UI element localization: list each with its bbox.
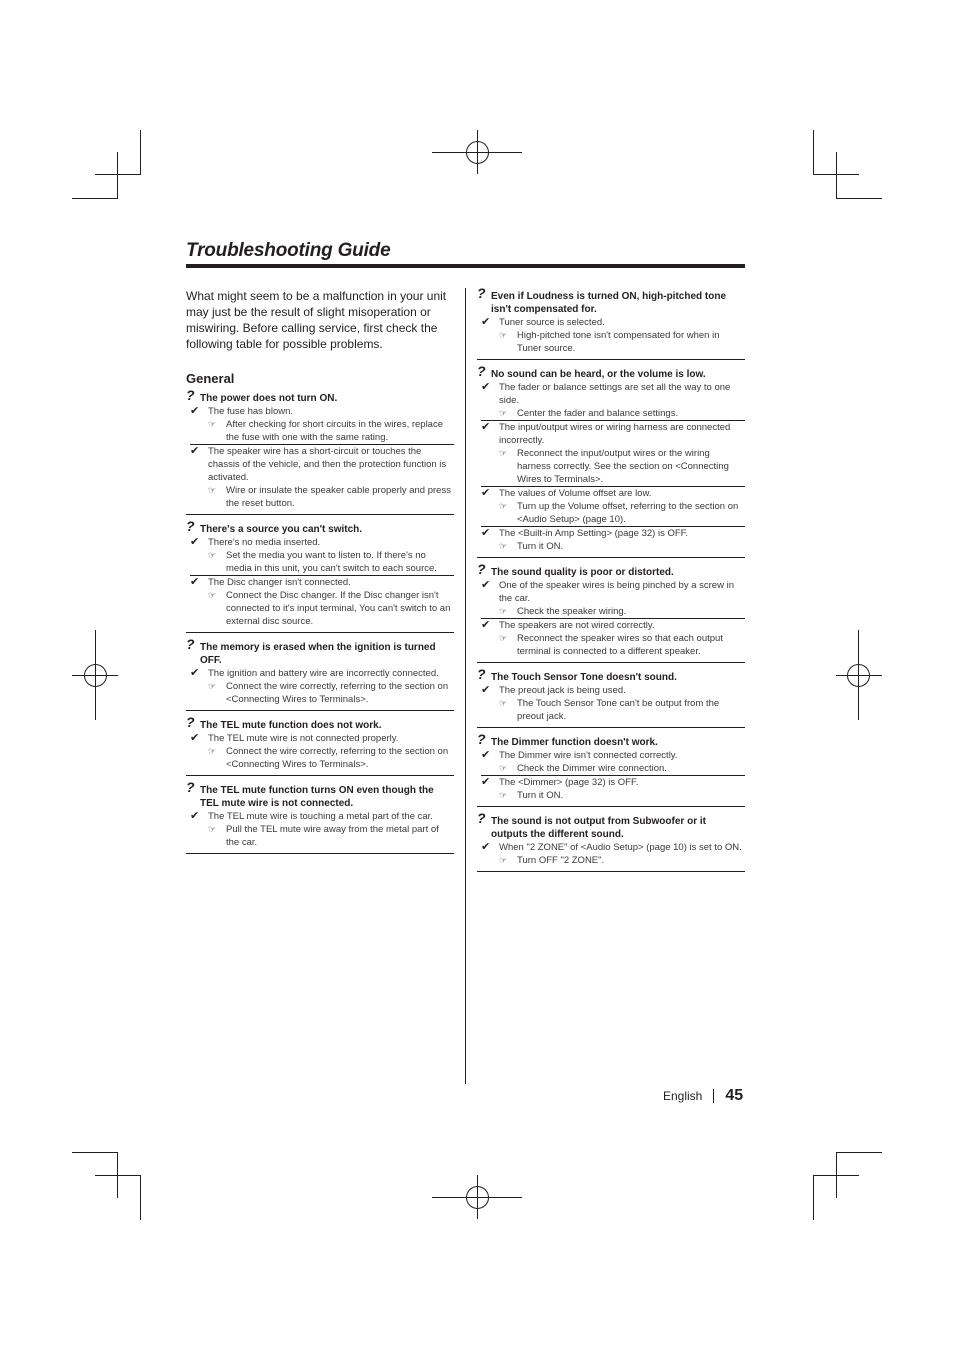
- registration-mark-circle: [847, 664, 870, 687]
- right-column: [477, 285, 745, 878]
- cause-text: The TEL mute wire is not connected properly.: [208, 733, 399, 744]
- cause-group: [481, 579, 745, 618]
- pointing-hand-icon: ☞: [499, 790, 508, 800]
- remedy-text: Center the fader and balance settings.: [517, 408, 679, 419]
- problem-text: The TEL mute function does not work.: [200, 720, 382, 731]
- problem-block: [186, 779, 454, 854]
- cause-text: When "2 ZONE" of <Audio Setup> (page 10) is set to ON.: [499, 842, 742, 853]
- problem-line: [477, 285, 745, 316]
- remedy-line: [499, 447, 745, 486]
- question-mark-icon: ?: [477, 731, 486, 747]
- cause-group: [190, 667, 454, 706]
- remedy-line: [208, 680, 454, 706]
- crop-mark-line: [836, 1152, 837, 1198]
- problem-line: [186, 714, 454, 732]
- cause-group: [481, 381, 745, 420]
- pointing-hand-icon: ☞: [499, 501, 508, 511]
- cause-text: The <Built-in Amp Setting> (page 32) is OFF.: [499, 528, 689, 539]
- crop-mark-line: [140, 1176, 141, 1220]
- remedy-line: [499, 500, 745, 526]
- problem-line: [477, 363, 745, 381]
- crop-mark-line: [140, 130, 141, 174]
- check-mark-icon: ✔: [190, 536, 200, 548]
- remedy-text: Reconnect the input/output wires or the wiring harness correctly. See the section on <Connecting Wires to Terminals>.: [517, 448, 729, 485]
- registration-mark-circle: [84, 664, 107, 687]
- remedy-line: [208, 418, 454, 444]
- remedy-text: High-pitched tone isn't compensated for when in Tuner source.: [517, 330, 720, 354]
- left-column: [186, 288, 454, 860]
- cause-line: [481, 527, 745, 540]
- cause-text: The Dimmer wire isn't connected correctly.: [499, 750, 678, 761]
- problem-line: [477, 561, 745, 579]
- problem-line: [477, 810, 745, 841]
- problem-text: No sound can be heard, or the volume is low.: [491, 369, 706, 380]
- remedy-line: [499, 329, 745, 355]
- column-divider: [465, 288, 466, 1084]
- check-mark-icon: ✔: [481, 749, 491, 761]
- remedy-line: [499, 789, 745, 802]
- question-mark-icon: ?: [477, 285, 486, 301]
- cause-line: [481, 487, 745, 500]
- remedy-line: [208, 484, 454, 510]
- check-mark-icon: ✔: [481, 619, 491, 631]
- problem-text: The sound quality is poor or distorted.: [491, 567, 674, 578]
- cause-line: [481, 684, 745, 697]
- cause-text: The fuse has blown.: [208, 406, 294, 417]
- problem-line: [186, 636, 454, 667]
- question-mark-icon: ?: [186, 518, 195, 534]
- remedy-text: The Touch Sensor Tone can't be output from the preout jack.: [517, 698, 720, 722]
- question-mark-icon: ?: [186, 779, 195, 795]
- crop-mark-line: [836, 152, 837, 198]
- problem-text: The Touch Sensor Tone doesn't sound.: [491, 672, 677, 683]
- remedy-text: Pull the TEL mute wire away from the metal part of the car.: [226, 824, 439, 848]
- problem-text: There's a source you can't switch.: [200, 524, 363, 535]
- problem-list: [186, 387, 454, 854]
- question-mark-icon: ?: [477, 363, 486, 379]
- pointing-hand-icon: ☞: [499, 606, 508, 616]
- pointing-hand-icon: ☞: [208, 590, 217, 600]
- problem-text: The memory is erased when the ignition is turned OFF.: [200, 642, 436, 666]
- remedy-line: [499, 632, 745, 658]
- pointing-hand-icon: ☞: [208, 746, 217, 756]
- remedy-line: [499, 605, 745, 618]
- remedy-line: [499, 762, 745, 775]
- crop-mark-line: [813, 1176, 814, 1220]
- problem-block: [186, 636, 454, 711]
- remedy-line: [499, 854, 745, 867]
- cause-text: There's no media inserted.: [208, 537, 321, 548]
- question-mark-icon: ?: [477, 810, 486, 826]
- remedy-line: [208, 823, 454, 849]
- question-mark-icon: ?: [477, 561, 486, 577]
- remedy-text: Turn it ON.: [517, 541, 564, 552]
- crop-mark-line: [117, 1152, 118, 1198]
- page-number: 45: [725, 1087, 744, 1104]
- cause-group: [190, 444, 454, 510]
- page-footer: [663, 1087, 743, 1105]
- check-mark-icon: ✔: [190, 576, 200, 588]
- cause-line: [190, 810, 454, 823]
- pointing-hand-icon: ☞: [208, 681, 217, 691]
- cause-text: Tuner source is selected.: [499, 317, 605, 328]
- problem-text: The TEL mute function turns ON even though the TEL mute wire is not connected.: [200, 785, 434, 809]
- cause-line: [481, 316, 745, 329]
- problem-text: The Dimmer function doesn't work.: [491, 737, 658, 748]
- check-mark-icon: ✔: [190, 732, 200, 744]
- cause-text: The speakers are not wired correctly.: [499, 620, 655, 631]
- section-heading: General: [186, 371, 235, 386]
- remedy-text: Check the Dimmer wire connection.: [517, 763, 667, 774]
- cause-group: [481, 684, 745, 723]
- remedy-line: [499, 540, 745, 553]
- pointing-hand-icon: ☞: [208, 550, 217, 560]
- cause-text: The input/output wires or wiring harness are connected incorrectly.: [499, 422, 731, 446]
- cause-line: [190, 536, 454, 549]
- cause-text: The Disc changer isn't connected.: [208, 577, 351, 588]
- remedy-line: [208, 549, 454, 575]
- crop-mark-line: [72, 198, 118, 199]
- cause-group: [190, 405, 454, 444]
- problem-block: [477, 666, 745, 728]
- problem-line: [186, 779, 454, 810]
- crop-mark-line: [95, 1175, 141, 1176]
- cause-line: [481, 841, 745, 854]
- remedy-line: [499, 407, 745, 420]
- problem-block: [477, 731, 745, 807]
- remedy-line: [499, 697, 745, 723]
- pointing-hand-icon: ☞: [208, 419, 217, 429]
- cause-text: The values of Volume offset are low.: [499, 488, 652, 499]
- cause-group: [481, 316, 745, 355]
- pointing-hand-icon: ☞: [499, 330, 508, 340]
- pointing-hand-icon: ☞: [499, 855, 508, 865]
- problem-block: [186, 387, 454, 515]
- problem-block: [477, 285, 745, 360]
- pointing-hand-icon: ☞: [208, 485, 217, 495]
- remedy-text: Connect the Disc changer. If the Disc changer isn't connected to it's input terminal, You can't switch to an external disc source.: [226, 590, 451, 627]
- crop-mark-line: [95, 174, 141, 175]
- pointing-hand-icon: ☞: [499, 448, 508, 458]
- cause-group: [481, 749, 745, 775]
- check-mark-icon: ✔: [481, 527, 491, 539]
- check-mark-icon: ✔: [481, 421, 491, 433]
- remedy-text: Turn it ON.: [517, 790, 564, 801]
- check-mark-icon: ✔: [481, 316, 491, 328]
- cause-line: [190, 576, 454, 589]
- cause-group: [481, 486, 745, 526]
- cause-text: The preout jack is being used.: [499, 685, 626, 696]
- problem-line: [186, 387, 454, 405]
- remedy-text: Reconnect the speaker wires so that each output terminal is connected to a different speaker.: [517, 633, 723, 657]
- cause-group: [481, 841, 745, 867]
- check-mark-icon: ✔: [190, 667, 200, 679]
- title-rule: [186, 264, 745, 268]
- cause-group: [190, 732, 454, 771]
- remedy-text: Set the media you want to listen to. If there's no media in this unit, you can't switch to each source.: [226, 550, 437, 574]
- check-mark-icon: ✔: [481, 776, 491, 788]
- check-mark-icon: ✔: [481, 487, 491, 499]
- remedy-text: Turn up the Volume offset, referring to the section on <Audio Setup> (page 10).: [517, 501, 739, 525]
- question-mark-icon: ?: [477, 666, 486, 682]
- remedy-line: [208, 589, 454, 628]
- cause-text: One of the speaker wires is being pinched by a screw in the car.: [499, 580, 734, 604]
- question-mark-icon: ?: [186, 714, 195, 730]
- crop-mark-line: [813, 130, 814, 174]
- question-mark-icon: ?: [186, 636, 195, 652]
- footer-separator: [713, 1089, 714, 1103]
- check-mark-icon: ✔: [481, 381, 491, 393]
- cause-line: [481, 749, 745, 762]
- problem-block: [477, 561, 745, 663]
- check-mark-icon: ✔: [190, 405, 200, 417]
- cause-text: The fader or balance settings are set all the way to one side.: [499, 382, 731, 406]
- problem-text: The power does not turn ON.: [200, 393, 338, 404]
- pointing-hand-icon: ☞: [499, 633, 508, 643]
- cause-group: [481, 420, 745, 486]
- problem-block: [186, 714, 454, 776]
- check-mark-icon: ✔: [481, 841, 491, 853]
- problem-line: [186, 518, 454, 536]
- problem-block: [477, 810, 745, 872]
- cause-text: The ignition and battery wire are incorrectly connected.: [208, 668, 439, 679]
- remedy-text: Connect the wire correctly, referring to the section on <Connecting Wires to Terminals>.: [226, 681, 449, 705]
- cause-line: [481, 619, 745, 632]
- pointing-hand-icon: ☞: [499, 541, 508, 551]
- problem-block: [477, 363, 745, 558]
- intro-paragraph: What might seem to be a malfunction in your unit may just be the result of slight misoperation or miswiring. Before calling service, first check the following table for possible problems.: [186, 289, 447, 351]
- remedy-text: Connect the wire correctly, referring to the section on <Connecting Wires to Terminals>.: [226, 746, 449, 770]
- cause-text: The TEL mute wire is touching a metal part of the car.: [208, 811, 433, 822]
- crop-mark-line: [72, 1152, 118, 1153]
- cause-group: [190, 575, 454, 628]
- cause-text: The <Dimmer> (page 32) is OFF.: [499, 777, 639, 788]
- cause-group: [190, 536, 454, 575]
- check-mark-icon: ✔: [190, 810, 200, 822]
- remedy-text: Check the speaker wiring.: [517, 606, 627, 617]
- question-mark-icon: ?: [186, 387, 195, 403]
- cause-line: [481, 421, 745, 447]
- pointing-hand-icon: ☞: [499, 698, 508, 708]
- problem-text: The sound is not output from Subwoofer or it outputs the different sound.: [491, 816, 706, 840]
- remedy-text: Turn OFF "2 ZONE".: [517, 855, 605, 866]
- check-mark-icon: ✔: [190, 445, 200, 457]
- registration-mark-circle: [466, 141, 489, 164]
- problem-block: [186, 518, 454, 633]
- pointing-hand-icon: ☞: [499, 763, 508, 773]
- remedy-text: After checking for short circuits in the wires, replace the fuse with one with the same rating.: [226, 419, 444, 443]
- pointing-hand-icon: ☞: [208, 824, 217, 834]
- cause-line: [190, 732, 454, 745]
- check-mark-icon: ✔: [481, 579, 491, 591]
- problem-list: [477, 285, 745, 872]
- crop-mark-line: [117, 152, 118, 198]
- cause-line: [481, 381, 745, 407]
- remedy-text: Wire or insulate the speaker cable properly and press the reset button.: [226, 485, 451, 509]
- cause-line: [481, 776, 745, 789]
- cause-group: [481, 526, 745, 553]
- cause-group: [481, 775, 745, 802]
- problem-line: [477, 731, 745, 749]
- problem-line: [477, 666, 745, 684]
- check-mark-icon: ✔: [481, 684, 491, 696]
- cause-group: [481, 618, 745, 658]
- footer-language: English: [663, 1089, 703, 1103]
- cause-group: [190, 810, 454, 849]
- cause-line: [190, 445, 454, 484]
- cause-line: [481, 579, 745, 605]
- cause-line: [190, 667, 454, 680]
- cause-text: The speaker wire has a short-circuit or touches the chassis of the vehicle, and then the protection function is activated.: [208, 446, 447, 483]
- cause-line: [190, 405, 454, 418]
- page-title: Troubleshooting Guide: [186, 240, 391, 261]
- remedy-line: [208, 745, 454, 771]
- registration-mark-circle: [466, 1186, 489, 1209]
- crop-mark-line: [836, 198, 882, 199]
- crop-mark-line: [836, 1152, 882, 1153]
- problem-text: Even if Loudness is turned ON, high-pitched tone isn't compensated for.: [491, 291, 727, 315]
- pointing-hand-icon: ☞: [499, 408, 508, 418]
